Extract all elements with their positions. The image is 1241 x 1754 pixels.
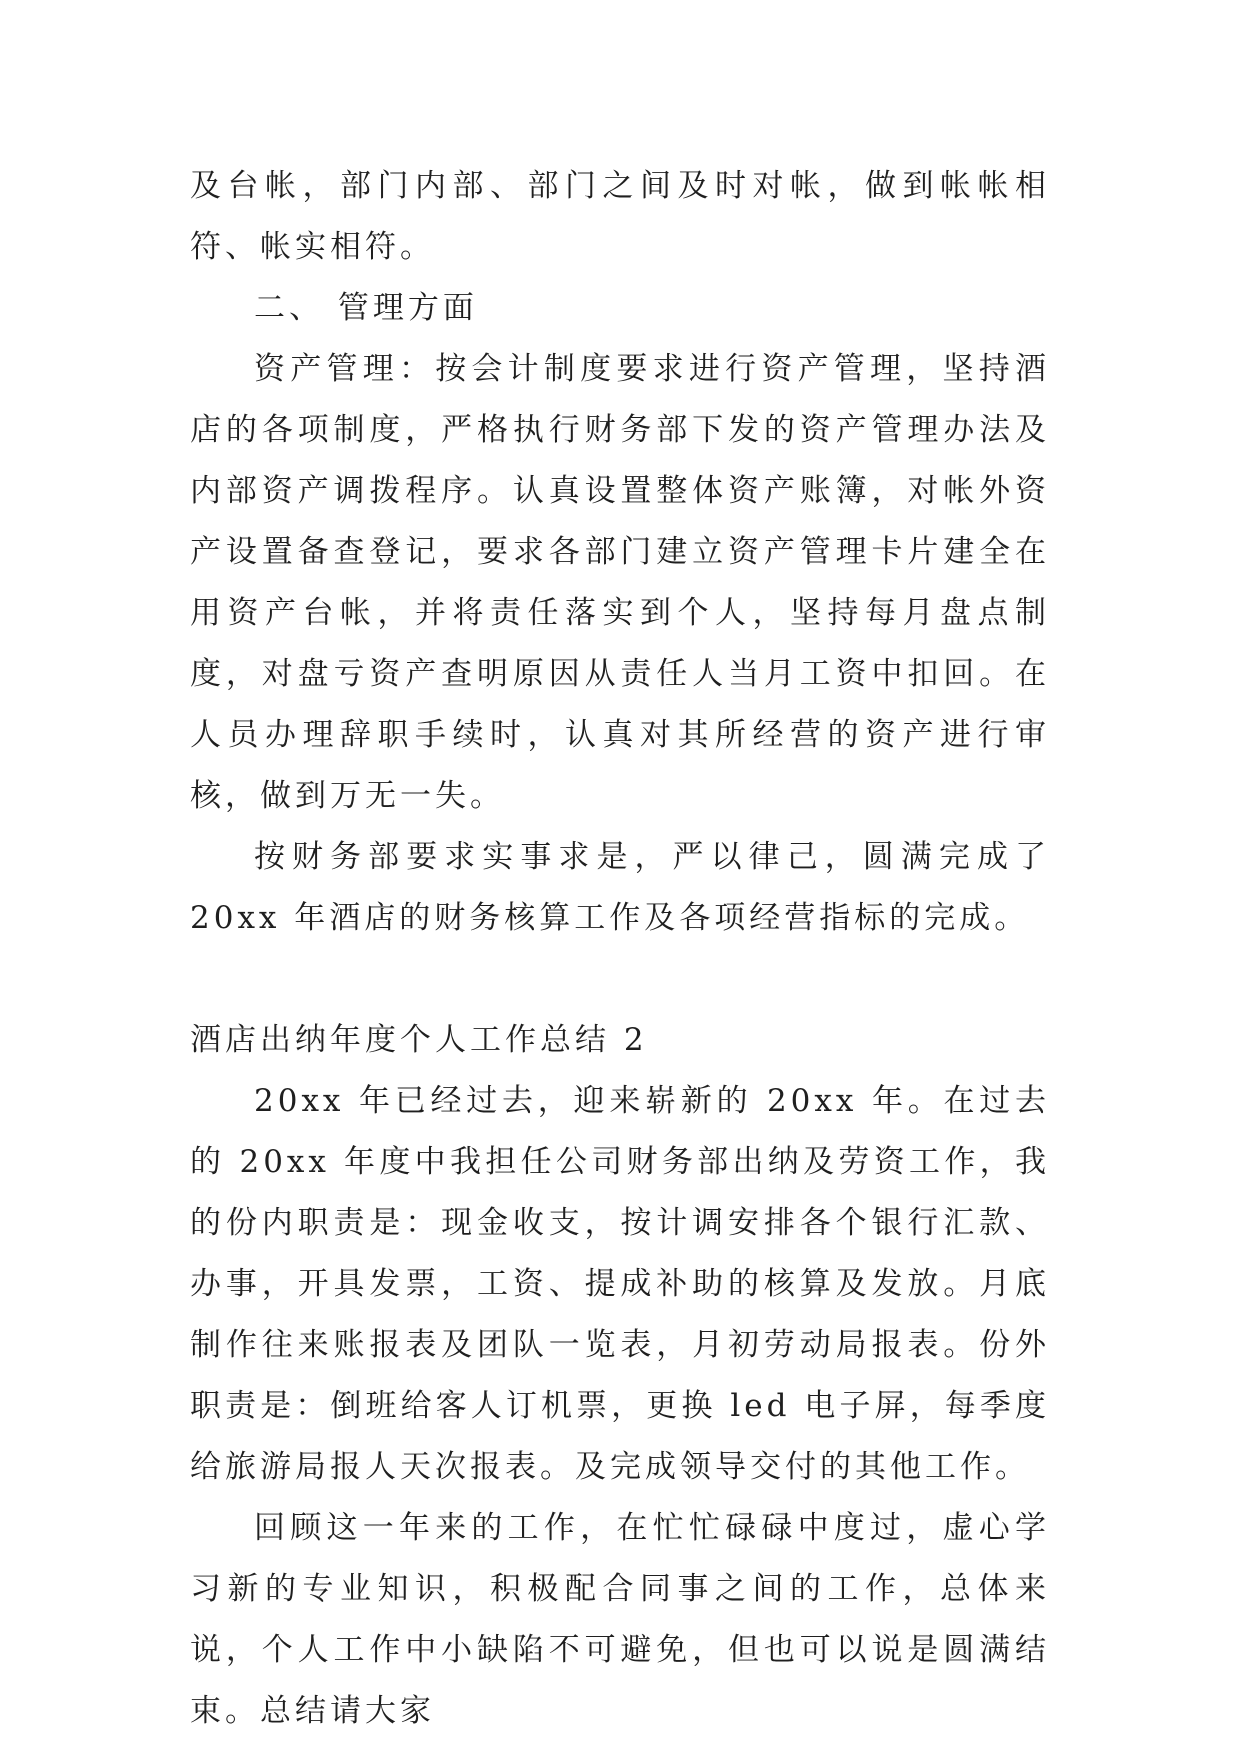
paragraph-completion: 按财务部要求实事求是，严以律己，圆满完成了 20xx 年酒店的财务核算工作及各项经营指标的完成。 [190, 839, 1050, 936]
paragraph-asset-management: 资产管理：按会计制度要求进行资产管理，坚持酒店的各项制度，严格执行财务部下发的资产管理办法及内部资产调拨程序。认真设置整体资产账簿，对帐外资产设置备查登记，要求各部门建立资产管理卡片建全在用资产台帐，并将责任落实到个人，坚持每月盘点制度，对盘亏资产查明原因从责任人当月工资中扣回。在人员办理辞职手续时，认真对其所经营的资产进行审核，做到万无一失。 [190, 351, 1050, 814]
paragraph-duties: 20xx 年已经过去，迎来崭新的 20xx 年。在过去的 20xx 年度中我担任公司财务部出纳及劳资工作，我的份内职责是：现金收支，按计调安排各个银行汇款、办事，开具发票，工资、提成补助的核算及发放。月底制作往来账报表及团队一览表，月初劳动局报表。份外职责是：倒班给客人订机票，更换 led 电子屏，每季度给旅游局报人天次报表。及完成领导交付的其他工作。 [190, 1083, 1050, 1485]
section-heading-management: 二、 管理方面 [254, 290, 478, 326]
paragraph-continued: 及台帐，部门内部、部门之间及时对帐，做到帐帐相符、帐实相符。 [190, 168, 1050, 265]
paragraph-review: 回顾这一年来的工作，在忙忙碌碌中度过，虚心学习新的专业知识，积极配合同事之间的工作，总体来说，个人工作中小缺陷不可避免，但也可以说是圆满结束。总结请大家 [190, 1510, 1050, 1729]
document-title-2: 酒店出纳年度个人工作总结 2 [190, 1022, 648, 1058]
document-body [190, 156, 1050, 1742]
